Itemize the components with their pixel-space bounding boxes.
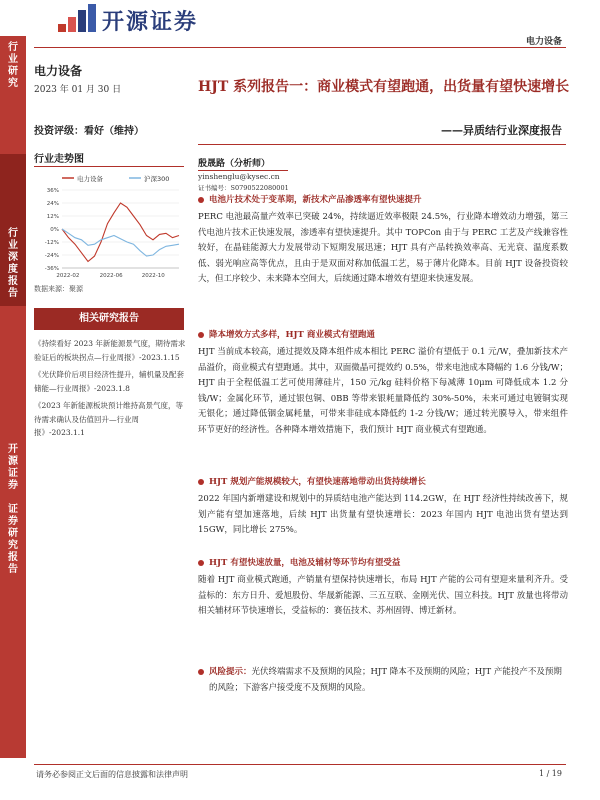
report-date: 2023 年 01 月 30 日 xyxy=(34,85,122,95)
y-tick-label: 0% xyxy=(50,227,59,233)
trend-divider xyxy=(34,166,184,167)
x-tick-label: 2022-02 xyxy=(56,273,80,279)
section-heading-text: HJT 有望快速放量，电池及辅材等环节均有望受益 xyxy=(209,558,401,568)
logo-mark-icon xyxy=(56,4,98,34)
related-report-link[interactable]: 《持续看好 2023 年新能源景气度，期待需求验证后的板块拐点—行业周报》-2023.1.15 xyxy=(34,339,186,362)
y-tick-label: 36% xyxy=(46,188,59,194)
section xyxy=(198,475,568,539)
y-tick-label: -24% xyxy=(44,253,59,259)
title-divider xyxy=(198,144,566,145)
risk-label: 风险提示： xyxy=(209,667,252,677)
report-title: HJT 系列报告一：商业模式有望跑通，出货量有望快速增长 xyxy=(198,79,570,95)
bullet-icon xyxy=(198,332,204,338)
trend-chart-title: 行业走势图 xyxy=(34,154,84,165)
section-heading xyxy=(198,193,568,207)
section xyxy=(198,556,568,620)
industry-name: 电力设备 xyxy=(34,64,83,78)
rating-label: 投资评级：看好（维持） xyxy=(34,126,144,137)
brand-logo xyxy=(56,2,236,36)
related-report-link[interactable]: 《2023 年新能源板块预计维持高景气度，等待需求确认及估值回升—行业周报》-2023.1.1 xyxy=(34,401,183,437)
report-subtitle: ——异质结行业深度报告 xyxy=(441,124,562,137)
x-tick-label: 2022-06 xyxy=(99,273,123,279)
page-number: 1 / 19 xyxy=(538,769,562,778)
risk-line xyxy=(198,665,568,696)
section xyxy=(198,328,568,439)
section-heading xyxy=(198,556,568,570)
legend-label: 沪深300 xyxy=(144,175,170,183)
related-reports-title: 相关研究报告 xyxy=(34,308,184,330)
analyst-divider xyxy=(198,170,288,171)
sidebar-label-top: 行 业 研 究 xyxy=(8,42,18,89)
header-divider xyxy=(34,47,566,48)
series-line-index xyxy=(62,229,179,256)
risk-text: 光伏终端需求不及预期的风险；HJT 降本不及预期的风险；HJT 产能投产不及预期的风险；下游客户接受度不及预期的风险。 xyxy=(209,667,562,693)
sidebar-label-bottom: 开 源 证 券 证 券 研 究 报 告 xyxy=(8,444,18,575)
series-line-industry xyxy=(62,203,179,262)
analyst-email[interactable]: yinshenglu@kysec.cn xyxy=(198,172,280,181)
y-tick-label: 12% xyxy=(46,214,59,220)
sidebar-label-middle: 行 业 深 度 报 告 xyxy=(8,228,18,299)
section-heading xyxy=(198,475,568,489)
sidebar xyxy=(0,36,26,758)
section-body: 随着 HJT 商业模式跑通，产销量有望保持快速增长，布局 HJT 产能的公司有望迎来量利齐升。受益标的：东方日升、爱旭股份、华晟新能源、三五互联、金刚光伏、国立科技。HJT 放量也将带动相关辅材环节快速增长，受益标的：赛伍技术、苏州固锝、博迁新材。 xyxy=(198,575,568,617)
section-heading-text: 降本增效方式多样，HJT 商业模式有望跑通 xyxy=(209,330,375,340)
legend-label: 电力设备 xyxy=(77,175,103,183)
footer-disclaimer: 请务必参阅正文后面的信息披露和法律声明 xyxy=(36,770,188,779)
bullet-icon xyxy=(198,479,204,485)
bullet-icon xyxy=(198,560,204,566)
header-industry-tag: 电力设备 xyxy=(525,37,562,47)
related-reports-list xyxy=(34,337,186,444)
section xyxy=(198,193,568,288)
x-tick-label: 2022-10 xyxy=(141,273,165,279)
section-body: PERC 电池最高量产效率已突破 24%，持续逼近效率极限 24.5%，行业降本增效动力增强，第三代电池片技术正快速发展，渗透率有望快速提升。其中 TOPCon 由于与 PERC 工艺及产线兼容性较好，在晶硅能源大力发展带动下短期发展迅速；HJT 具有产品转换效率高、无光衰、温度系数低、弱光响应高等优点，且由于是双面对称加低温工艺，易于薄片化降本。目前 HJT 设备投资较大，但工序较少、未来降本空间大，后续通过降本增效有望迎来快速发展。 xyxy=(198,212,568,285)
y-tick-label: -12% xyxy=(44,240,59,246)
footer-divider xyxy=(34,764,566,765)
data-source: 数据来源：聚源 xyxy=(34,285,83,293)
analyst-name: 殷晟路（分析师） xyxy=(198,159,271,169)
section-heading-text: 电池片技术处于变革期，新技术产品渗透率有望快速提升 xyxy=(209,195,422,205)
y-tick-label: 24% xyxy=(46,201,59,207)
section-body: 2022 年国内新增建设和规划中的异质结电池产能达到 114.2GW，在 HJT 经济性持续改善下，规划产能有望加速落地，后续 HJT 出货量有望快速增长：2023 年国内 HJT 电池出货有望达到 15GW，同比增长 275%。 xyxy=(198,494,568,536)
section-heading-text: HJT 规划产能规模较大，有望快速落地带动出货持续增长 xyxy=(209,477,426,487)
section-body: HJT 当前成本较高，通过提效及降本组件成本相比 PERC 溢价有望低于 0.1 元/W，叠加新技术产品溢价，商业模式有望跑通。其中，双面微晶可提效约 0.5%，带来电池成本降幅约 1.6 分钱/W；HJT 由于全程低温工艺可使用薄硅片，150 元/kg 硅料价格下每减薄 10μm 可降低成本 1.2 分钱/W；金属化环节，通过银包铜、0BB 等带来银耗量降低约 30%-50%，未来可通过电镀铜实现无银化；通过降低铟金属耗量，可带来非硅成本降低约 1-2 分钱/W；通过转光膜导入，带来组件环节更好的经济性。各种降本增效措施下，我们预计 HJT 商业模式有望跑通。 xyxy=(198,347,568,435)
logo-text: 开源证券 xyxy=(102,10,199,35)
section-heading xyxy=(198,328,568,342)
bullet-icon xyxy=(198,197,204,203)
risk-section xyxy=(198,665,568,696)
y-tick-label: -36% xyxy=(44,266,59,272)
trend-chart xyxy=(34,172,184,282)
related-report-link[interactable]: 《光伏降价后项目经济性提升，辅机量及配套储能—行业周报》-2023.1.8 xyxy=(34,370,184,393)
analyst-cert: 证书编号：S0790522080001 xyxy=(198,184,289,192)
bullet-icon xyxy=(198,669,204,675)
